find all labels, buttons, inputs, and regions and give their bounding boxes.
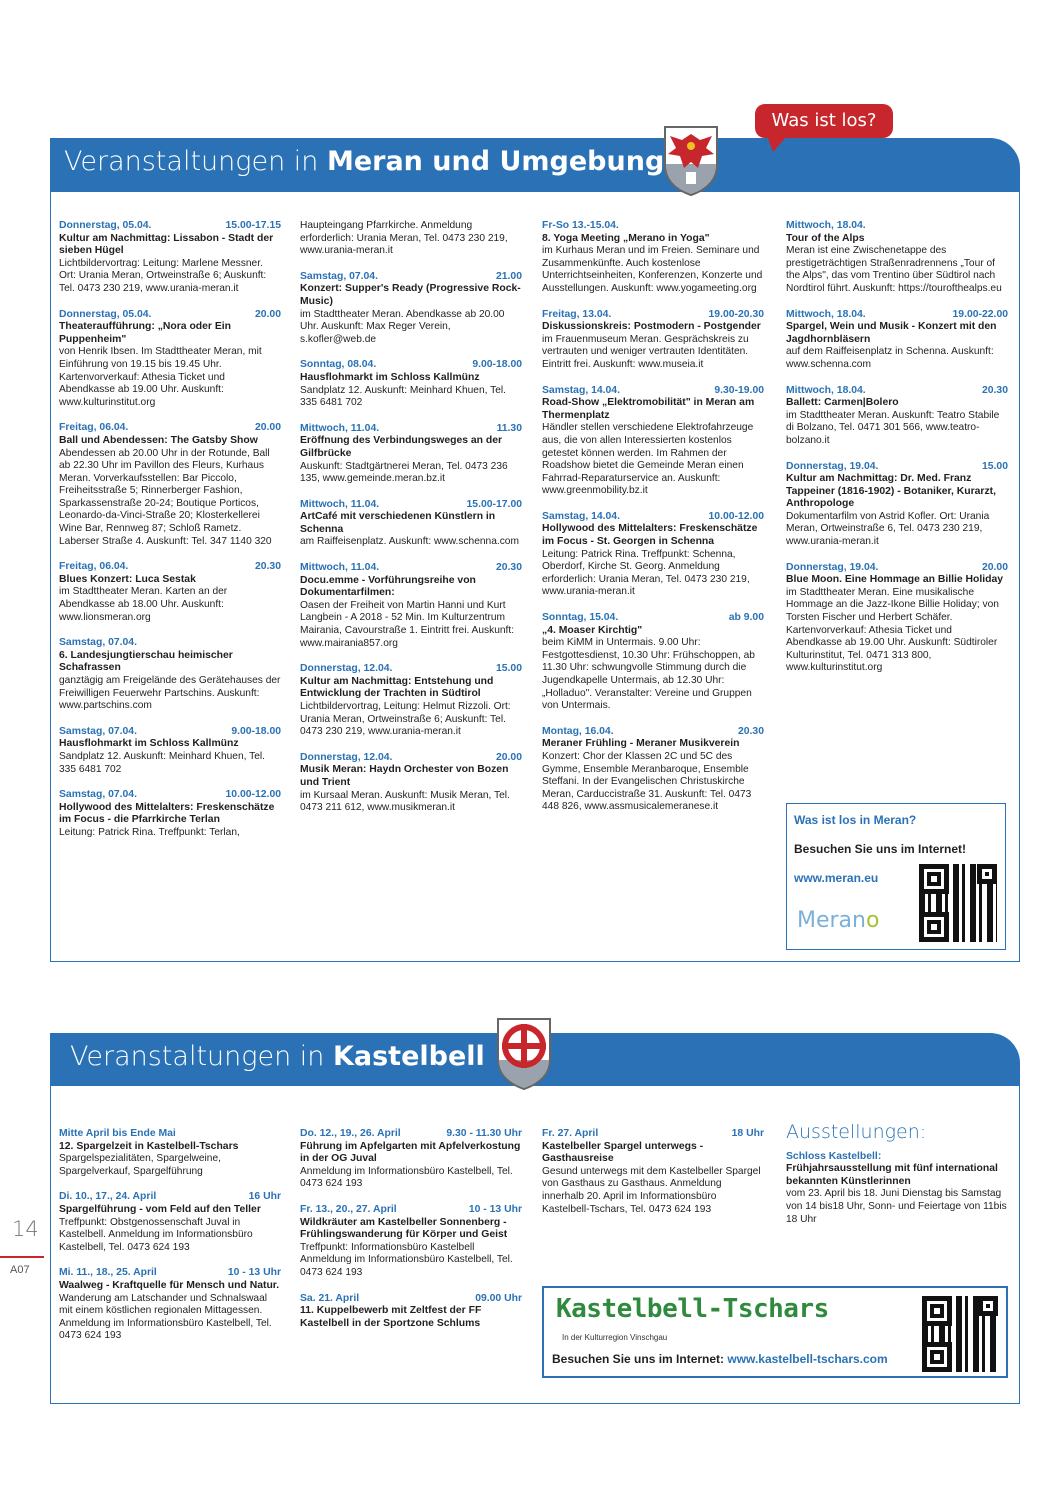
event-date: Do. 12., 19., 26. April xyxy=(300,1128,401,1139)
meran-qr-code[interactable] xyxy=(919,864,997,942)
kastelbell-visit-line xyxy=(552,1352,888,1366)
event-date: Mittwoch, 11.04. xyxy=(300,422,380,434)
event-title: Blue Moon. Eine Hommage an Billie Holiday xyxy=(786,574,1004,586)
event-time: 20.30 xyxy=(495,562,522,574)
event-time: 20.30 xyxy=(737,725,764,737)
kastelbell-logo-box xyxy=(542,1286,1008,1378)
ausstellungen-heading: Ausstellungen: xyxy=(786,1121,927,1143)
event-text: Sandplatz 12. Auskunft: Meinhard Khuen, Tel. 335 6481 702 xyxy=(59,750,265,775)
meran-column-3 xyxy=(542,220,764,827)
event-title: Wildkräuter am Kastelbeller Sonnenberg - Frühlingswanderung für Körper und Geist xyxy=(300,1216,508,1241)
merano-logo-main: Meran xyxy=(797,908,866,933)
event-title: Kultur am Nachmittag: Dr. Med. Franz Tappeiner (1816-1902) - Botaniker, Kurarzt, Anthropologe xyxy=(786,473,996,510)
event-text: im Stadttheater Meran. Eine musikalische Hommage an die Jazz-Ikone Billie Holiday; von Torsten Fischer und Herbert Schäfer. Kartenvorverkauf: Athesia Ticket und Abendkasse ab 19.00 Uhr. Auskunft: Südtiroler Kulturinstitut, Tel. 0471 313 800, www.kulturinstitut.org xyxy=(786,586,999,674)
event-text: Treffpunkt: Obstgenossenschaft Juval in Kastelbell. Anmeldung im Informationsbüro Kastelbell, Tel. 0473 624 193 xyxy=(59,1216,253,1253)
info-visit: Besuchen Sie uns im Internet! xyxy=(794,842,967,856)
event-item xyxy=(542,220,764,296)
kastelbell-visit-label: Besuchen Sie uns im Internet: xyxy=(552,1352,725,1366)
event-date: Donnerstag, 05.04. xyxy=(59,220,152,231)
event-item xyxy=(59,1191,281,1254)
event-text: Auskunft: Stadtgärtnerei Meran, Tel. 0473 236 135, www.gemeinde.meran.bz.it xyxy=(300,460,508,485)
event-title: Kultur am Nachmittag: Lissabon - Stadt der sieben Hügel xyxy=(59,232,274,257)
event-time: 9.00-18.00 xyxy=(472,359,522,371)
event-title: Kultur am Nachmittag: Entstehung und Entwicklung der Trachten in Südtirol xyxy=(300,675,494,700)
event-item xyxy=(542,385,764,498)
meran-column-1 xyxy=(59,220,281,853)
event-text: Oasen der Freiheit von Martin Hanni und Kurt Langbein - A 2018 - 52 Min. Im Kulturzentrum Mairania, Cavourstraße 1. Eintritt frei. Auskunft: www.mairania857.org xyxy=(300,599,515,649)
event-time: 18 Uhr xyxy=(731,1128,764,1139)
event-date: Fr. 27. April xyxy=(542,1128,599,1139)
event-time: 09.00 Uhr xyxy=(475,1292,522,1304)
event-item xyxy=(59,726,281,776)
event-date: Sa. 21. April xyxy=(300,1292,360,1304)
kastelbell-url-link[interactable]: www.kastelbell-tschars.com xyxy=(727,1352,888,1366)
event-item xyxy=(300,663,522,739)
event-text: im Kurhaus Meran und im Freien. Seminare und Zusammenkünfte. Auch kostenlose Unterrichtseinheiten, Konferenzen, Konzerte und Ausstellungen. Auskunft: www.yogameeting.org xyxy=(542,245,763,294)
event-title: 6. Landesjungtierschau heimischer Schafrassen xyxy=(59,649,233,674)
event-text: Lichtbildervortrag, Leitung: Helmut Rizzoli. Ort: Urania Meran, Ortweinstraße 6; Auskunft: Tel. 0473 230 219, www.urania-meran.it xyxy=(300,701,511,738)
event-item xyxy=(59,422,281,548)
event-item xyxy=(786,385,1008,448)
event-item xyxy=(542,511,764,599)
event-time: 21.00 xyxy=(495,270,522,282)
event-text: im Kursaal Meran. Auskunft: Musik Meran, Tel. 0473 211 612, www.musikmeran.it xyxy=(300,789,510,814)
was-ist-los-bubble: Was ist los? xyxy=(755,104,893,138)
event-text: beim KiMM in Untermais. 9.00 Uhr: Festgottesdienst, 10.30 Uhr: Frühschoppen, ab 11.30 Uhr: schwungvolle Stimmung durch die Jugendkapelle Untermais, ab 12.30 Uhr: „Holladuo". Veranstalter: Vereine und Gruppen von Untermais. xyxy=(542,637,755,712)
meran-coat-of-arms-icon xyxy=(662,124,720,198)
kastelbell-logo-name: Kastelbell-Tschars xyxy=(556,1294,829,1324)
event-title: 11. Kuppelbewerb mit Zeltfest der FF Kastelbell in der Sportzone Schlums xyxy=(300,1305,482,1329)
event-title: 12. Spargelzeit in Kastelbell-Tschars xyxy=(59,1140,239,1152)
event-text: im Stadttheater Meran. Karten an der Abendkasse ab 18.00 Uhr. Auskunft: www.lionsmeran.org xyxy=(59,586,228,623)
event-title: Musik Meran: Haydn Orchester von Bozen und Trient xyxy=(300,764,509,788)
event-item xyxy=(300,359,522,409)
event-time: 15.00 xyxy=(981,460,1008,472)
kastelbell-title-light: Veranstaltungen in xyxy=(70,1041,333,1072)
event-item xyxy=(300,423,522,486)
event-time: 10 - 13 Uhr xyxy=(227,1267,281,1279)
meran-banner xyxy=(50,138,1020,192)
event-title: ArtCafé mit verschiedenen Künstlern in Schenna xyxy=(300,511,496,535)
event-title: 8. Yoga Meeting „Merano in Yoga" xyxy=(542,232,710,244)
event-text: von Henrik Ibsen. Im Stadttheater Meran, mit Einführung von 19.15 bis 19.45 Uhr. Kartenvorverkauf: Athesia Ticket und Abendkasse ab 19.00 Uhr. Auskunft: www.kulturinstitut.org xyxy=(59,346,262,408)
page-number: 14 xyxy=(12,1217,39,1241)
kastelbell-coat-of-arms-icon xyxy=(495,1016,553,1092)
event-text: Haupteingang Pfarrkirche. Anmeldung erforderlich: Urania Meran, Tel. 0473 230 219, www.urania-meran.it xyxy=(300,220,508,257)
event-item xyxy=(300,1293,522,1331)
event-text: im Stadttheater Meran. Auskunft: Teatro Stabile di Bolzano, Tel. 0471 301 566, www.teatro-bolzano.it xyxy=(786,409,1000,446)
event-item xyxy=(59,1128,281,1178)
event-time: 16 Uhr xyxy=(248,1191,281,1203)
event-title: Hausflohmarkt im Schloss Kallmünz xyxy=(300,371,480,383)
event-text: Spargelspezialitäten, Spargelweine, Spargelverkauf, Spargelführung xyxy=(59,1153,221,1177)
event-title: Docu.emme - Vorführungsreihe von Dokumentarfilmen: xyxy=(300,574,476,599)
event-title: Spargel, Wein und Musik - Konzert mit den Jagdhornbläsern xyxy=(786,321,997,345)
ausstellungen-column xyxy=(786,1121,1008,1226)
event-text: am Raiffeisenplatz. Auskunft: www.schenna.com xyxy=(300,536,519,548)
event-title: Road-Show „Elektromobilität" in Meran am Thermenplatz xyxy=(542,397,755,421)
event-date: Mittwoch, 11.04. xyxy=(300,562,380,574)
event-date: Freitag, 06.04. xyxy=(59,422,129,434)
event-title: „4. Moaser Kirchtig" xyxy=(542,624,643,636)
event-text: Leitung: Patrick Rina. Treffpunkt: Terlan, xyxy=(59,826,240,838)
kastelbell-title-bold: Kastelbell xyxy=(332,1041,485,1072)
event-item xyxy=(300,1128,522,1191)
merano-logo xyxy=(797,908,879,933)
event-date: Donnerstag, 19.04. xyxy=(786,561,879,573)
event-title: Blues Konzert: Luca Sestak xyxy=(59,573,196,585)
event-time: 9.30-19.00 xyxy=(714,384,764,396)
kastelbell-logo-sub: In der Kulturregion Vinschgau xyxy=(562,1333,668,1342)
event-title: Führung im Apfelgarten mit Apfelverkostung in der OG Juval xyxy=(300,1140,521,1165)
event-item xyxy=(300,271,522,347)
event-item xyxy=(786,220,1008,296)
event-date: Mittwoch, 18.04. xyxy=(786,308,866,320)
meran-title-bold: Meran und Umgebung xyxy=(326,146,665,177)
event-item xyxy=(786,309,1008,372)
event-item xyxy=(300,499,522,549)
event-text: Abendessen ab 20.00 Uhr in der Rotunde, Ball ab 22.30 Uhr im Pavillon des Fleurs, Kurhaus Meran. Vorverkaufsstellen: Bar Piccolo, Freiheitsstraße 5; Rinnerberger Fashion, Sparkassenstraße 20-24; Boutique Porticos, Leonardo-da-Vinci-Straße 20; Klosterkellerei Wine Bar, Rennweg 87; Schloß Rametz. Laberser Straße 4. Auskunft: Tel. 347 1140 320 xyxy=(59,447,272,547)
event-text: Händler stellen verschiedene Elektrofahrzeuge aus, die von allen Interessierten kostenlos getestet können werden. Im Rahmen der Roadshow bietet die Gemeinde Meran einen Fahrrad-Reparaturservice an. Auskunft: www.greenmobility.bz.it xyxy=(542,422,754,497)
page-code: A07 xyxy=(10,1264,30,1276)
event-item xyxy=(300,220,522,258)
ausstellung-place: Schloss Kastelbell: xyxy=(786,1150,882,1162)
event-date: Mittwoch, 18.04. xyxy=(786,220,866,231)
event-item xyxy=(786,562,1008,675)
event-time: 19.00-20.30 xyxy=(708,308,764,320)
event-time: 15.00 xyxy=(495,663,522,675)
merano-logo-end: o xyxy=(866,908,880,933)
event-date: Freitag, 13.04. xyxy=(542,308,612,320)
event-item xyxy=(542,1128,764,1216)
event-time: 10.00-12.00 xyxy=(708,510,764,522)
event-text: Meran ist eine Zwischenetappe des prestigeträchtigen Straßenradrennens „Tour of the Alps", das vom Trentino über Südtirol nach Nordtirol führt. Auskunft: https://tourofthealps.eu xyxy=(786,245,1002,294)
event-text: Gesund unterwegs mit dem Kastelbeller Spargel von Gasthaus zu Gasthaus. Anmeldung innerhalb 20. April im Informationsbüro Kastelbell-Tschars, Tel. 0473 624 193 xyxy=(542,1165,761,1215)
event-time: 10 - 13 Uhr xyxy=(468,1203,522,1215)
event-item xyxy=(542,612,764,713)
event-text: Dokumentarfilm von Astrid Kofler. Ort: Urania Meran, Ortweinstraße 6, Tel. 0473 230 219, www.urania-meran.it xyxy=(786,510,990,548)
event-item xyxy=(59,637,281,713)
event-text: Lichtbildervortrag: Leitung: Marlene Messner. Ort: Urania Meran, Ortweinstraße 6; Auskunft: Tel. 0473 230 219, www.urania-meran.it xyxy=(59,257,267,294)
event-date: Mitte April bis Ende Mai xyxy=(59,1128,176,1139)
event-time: 20.00 xyxy=(495,751,522,763)
event-date: Di. 10., 17., 24. April xyxy=(59,1191,157,1203)
event-time: 11.30 xyxy=(496,422,522,434)
meran-column-4 xyxy=(786,220,1008,688)
event-date: Samstag, 14.04. xyxy=(542,384,620,396)
event-text: im Stadttheater Meran. Abendkasse ab 20.00 Uhr. Auskunft: Max Reger Verein, s.kofler@web.de xyxy=(300,308,505,345)
event-item xyxy=(542,309,764,372)
event-date: Donnerstag, 05.04. xyxy=(59,308,152,320)
kastelbell-column-3 xyxy=(542,1128,764,1229)
event-date: Mittwoch, 11.04. xyxy=(300,498,380,510)
event-date: Sonntag, 15.04. xyxy=(542,612,619,624)
event-date: Montag, 16.04. xyxy=(542,725,614,737)
event-item xyxy=(59,561,281,624)
event-title: Hollywood des Mittelalters: Freskenschätze im Focus - St. Georgen in Schenna xyxy=(542,523,758,548)
event-item xyxy=(59,789,281,839)
event-title: Hollywood des Mittelalters: Freskenschätze im Focus - die Pfarrkirche Terlan xyxy=(59,801,275,826)
event-time: ab 9.00 xyxy=(728,612,764,624)
event-title: Hausflohmarkt im Schloss Kallmünz xyxy=(59,738,239,750)
event-text: Leitung: Patrick Rina. Treffpunkt: Schenna, Oberdorf, Kirche St. Georg. Anmeldung erforderlich: Urania Meran, Tel. 0473 230 219, www.urania-meran.it xyxy=(542,548,750,598)
event-date: Samstag, 07.04. xyxy=(59,725,137,737)
event-date: Mittwoch, 18.04. xyxy=(786,384,866,396)
event-date: Fr-So 13.-15.04. xyxy=(542,220,619,231)
event-time: 20.00 xyxy=(254,422,281,434)
event-title: Eröffnung des Verbindungsweges an der Gilfbrücke xyxy=(300,435,503,459)
event-item xyxy=(786,461,1008,549)
event-title: Tour of the Alps xyxy=(786,232,865,244)
event-text: Anmeldung im Informationsbüro Kastelbell, Tel. 0473 624 193 xyxy=(300,1165,513,1190)
ausstellung-text: vom 23. April bis 18. Juni Dienstag bis Samstag von 14 bis18 Uhr, Sonn- und Feiertage von 11bis 18 Uhr xyxy=(786,1188,1007,1225)
event-title: Kastelbeller Spargel unterwegs - Gasthausreise xyxy=(542,1140,704,1165)
event-time: 15.00-17.15 xyxy=(225,220,281,231)
event-time: 20.30 xyxy=(981,384,1008,396)
event-title: Konzert: Supper's Ready (Progressive Rock-Music) xyxy=(300,283,521,307)
event-text: im Frauenmuseum Meran. Gesprächskreis zu vertrauten und weniger vertrauten Identitäten. Eintritt frei. Auskunft: www.museia.it xyxy=(542,333,749,370)
event-date: Donnerstag, 19.04. xyxy=(786,460,879,472)
event-text: ganztägig am Freigelände des Gerätehauses der Freiwilligen Feuerwehr Partschins. Auskunft: www.partschins.com xyxy=(59,675,281,712)
info-heading: Was ist los in Meran? xyxy=(794,813,917,827)
event-date: Samstag, 07.04. xyxy=(59,637,137,649)
event-item xyxy=(300,752,522,815)
meran-title-light: Veranstaltungen in xyxy=(64,146,327,177)
event-date: Fr. 13., 20., 27. April xyxy=(300,1203,397,1215)
event-title: Waalweg - Kraftquelle für Mensch und Natur. xyxy=(59,1279,280,1291)
event-date: Sonntag, 08.04. xyxy=(300,359,377,371)
meran-url-link[interactable]: www.meran.eu xyxy=(794,871,879,885)
event-text: Treffpunkt: Informationsbüro Kastelbell Anmeldung im Informationsbüro Kastelbell, Tel. 0473 624 193 xyxy=(300,1241,513,1278)
event-title: Spargelführung - vom Feld auf den Teller xyxy=(59,1203,261,1215)
event-date: Donnerstag, 12.04. xyxy=(300,663,393,675)
event-text: Sandplatz 12. Auskunft: Meinhard Khuen, Tel. 335 6481 702 xyxy=(300,384,506,409)
event-time: 20.00 xyxy=(981,561,1008,573)
event-title: Meraner Frühling - Meraner Musikverein xyxy=(542,738,740,750)
event-time: 9.30 - 11.30 Uhr xyxy=(446,1128,522,1139)
kastelbell-column-2 xyxy=(300,1128,522,1343)
event-title: Ballett: Carmen|Bolero xyxy=(786,397,899,409)
event-item xyxy=(59,309,281,410)
event-date: Mi. 11., 18., 25. April xyxy=(59,1267,157,1279)
event-item xyxy=(300,562,522,650)
event-date: Samstag, 07.04. xyxy=(300,270,378,282)
event-time: 9.00-18.00 xyxy=(231,725,281,737)
event-time: 10.00-12.00 xyxy=(225,789,281,801)
event-date: Samstag, 07.04. xyxy=(59,789,137,801)
event-title: Diskussionskreis: Postmodern - Postgender xyxy=(542,321,761,333)
event-title: Ball und Abendessen: The Gatsby Show xyxy=(59,434,258,446)
event-text: Konzert: Chor der Klassen 2C und 5C des Gymme, Ensemble Meranbaroque, Ensemble Steffani. In der Evangelischen Christuskirche Meran, Carduccistraße 31. Auskunft: Tel. 0473 448 826, www.assmusicalemeranese.it xyxy=(542,750,752,813)
kastelbell-column-1 xyxy=(59,1128,281,1356)
event-time: 20.00 xyxy=(254,308,281,320)
page-divider xyxy=(0,1256,44,1258)
event-title: Theateraufführung: „Nora oder Ein Puppenheim" xyxy=(59,321,232,345)
meran-info-box xyxy=(786,803,1006,950)
meran-column-2 xyxy=(300,220,522,828)
ausstellung-title: Frühjahrsausstellung mit fünf international bekannten Künstlerinnen xyxy=(786,1163,998,1187)
event-item xyxy=(300,1204,522,1280)
event-item xyxy=(59,1267,281,1343)
event-time: 15.00-17.00 xyxy=(466,498,522,510)
kastelbell-qr-code[interactable] xyxy=(922,1296,998,1372)
event-text: Wanderung am Latschander und Schnalswaal mit einem köstlichen regionalen Mittagessen. Anmeldung im Informationsbüro Kastelbell, Tel. 0473 624 193 xyxy=(59,1292,272,1342)
event-date: Donnerstag, 12.04. xyxy=(300,751,393,763)
event-date: Freitag, 06.04. xyxy=(59,561,129,573)
event-text: auf dem Raiffeisenplatz in Schenna. Auskunft: www.schenna.com xyxy=(786,346,994,370)
event-item xyxy=(59,220,281,296)
event-item xyxy=(542,726,764,814)
event-date: Samstag, 14.04. xyxy=(542,510,620,522)
event-time: 20.30 xyxy=(254,561,281,573)
event-time: 19.00-22.00 xyxy=(952,308,1008,320)
